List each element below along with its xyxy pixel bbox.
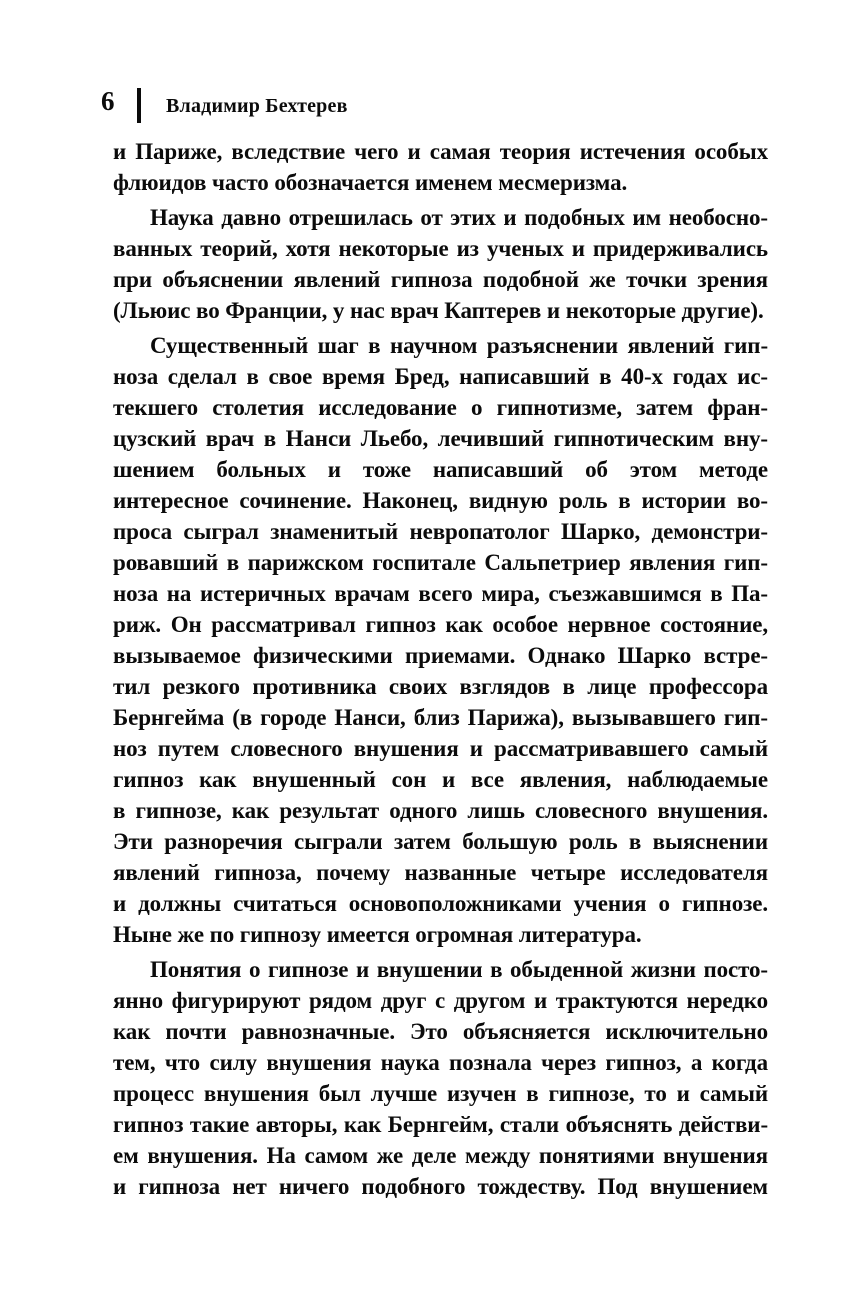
text-line: Понятия о гипнозе и внушении в обыденной жизни посто- <box>150 957 768 982</box>
text-line: и Париже, вследствие чего и самая теория истечения особых <box>113 139 768 164</box>
text-line: и гипноза нет ничего подобного тождеству. Под внушением <box>113 1174 768 1199</box>
text-line: проса сыграл знаменитый невропатолог Шарко, демонстри- <box>113 519 768 544</box>
text-line: Ныне же по гипнозу имеется огромная литература. <box>113 922 642 947</box>
text-line: янно фигурируют рядом друг с другом и трактуются нередко <box>113 988 768 1013</box>
paragraph <box>113 330 768 950</box>
text-line: явлений гипноза, почему названные четыре исследователя <box>113 860 768 885</box>
text-line: Наука давно отрешилась от этих и подобных им необосно- <box>150 205 768 230</box>
text-line: (Льюис во Франции, у нас врач Каптерев и некоторые другие). <box>113 298 764 323</box>
text-line: цузский врач в Нанси Льебо, лечивший гипнотическим вну- <box>113 426 768 451</box>
text-line: как почти равнозначные. Это объясняется исключительно <box>113 1019 768 1044</box>
text-line: при объяснении явлений гипноза подобной же точки зрения <box>113 267 768 292</box>
text-line: Существенный шаг в научном разъяснении явлений гип- <box>150 333 768 358</box>
running-title-author: Владимир Бехтерев <box>166 95 348 117</box>
text-line: шением больных и тоже написавший об этом методе <box>113 457 768 482</box>
header-divider <box>137 88 141 123</box>
text-line: процесс внушения был лучше изучен в гипнозе, то и самый <box>113 1081 768 1106</box>
paragraph <box>113 954 768 1202</box>
body-text <box>113 136 768 1202</box>
text-line: гипноз как внушенный сон и все явления, наблюдаемые <box>113 767 768 792</box>
text-line: ноз путем словесного внушения и рассматривавшего самый <box>113 736 768 761</box>
text-line: Эти разноречия сыграли затем большую роль в выяснении <box>113 829 768 854</box>
text-line: ем внушения. На самом же деле между понятиями внушения <box>113 1143 768 1168</box>
text-line: тил резкого противника своих взглядов в лице профессора <box>113 674 768 699</box>
text-line: ноза сделал в свое время Бред, написавший в 40-х годах ис- <box>113 364 768 389</box>
text-line: Бернгейма (в городе Нанси, близ Парижа), вызывавшего гип- <box>113 705 768 730</box>
text-line: текшего столетия исследование о гипнотизме, затем фран- <box>113 395 768 420</box>
text-line: вызываемое физическими приемами. Однако Шарко встре- <box>113 643 768 668</box>
text-line: риж. Он рассматривал гипноз как особое нервное состояние, <box>113 612 768 637</box>
text-line: гипноз такие авторы, как Бернгейм, стали объяснять действи- <box>113 1112 768 1137</box>
text-line: тем, что силу внушения наука познала через гипноз, а когда <box>113 1050 768 1075</box>
text-line: в гипнозе, как результат одного лишь словесного внушения. <box>113 798 768 823</box>
text-line: ноза на истеричных врачам всего мира, съезжавшимся в Па- <box>113 581 768 606</box>
text-line: и должны считаться основоположниками учения о гипнозе. <box>113 891 768 916</box>
paragraph <box>113 202 768 326</box>
page-header <box>0 0 844 130</box>
page-number: 6 <box>101 86 115 116</box>
text-line: ванных теорий, хотя некоторые из ученых и придерживались <box>113 236 768 261</box>
text-line: флюидов часто обозначается именем месмеризма. <box>113 170 628 195</box>
paragraph <box>113 136 768 198</box>
text-line: ровавший в парижском госпитале Сальпетриер явления гип- <box>113 550 768 575</box>
text-line: интересное сочинение. Наконец, видную роль в истории во- <box>113 488 768 513</box>
